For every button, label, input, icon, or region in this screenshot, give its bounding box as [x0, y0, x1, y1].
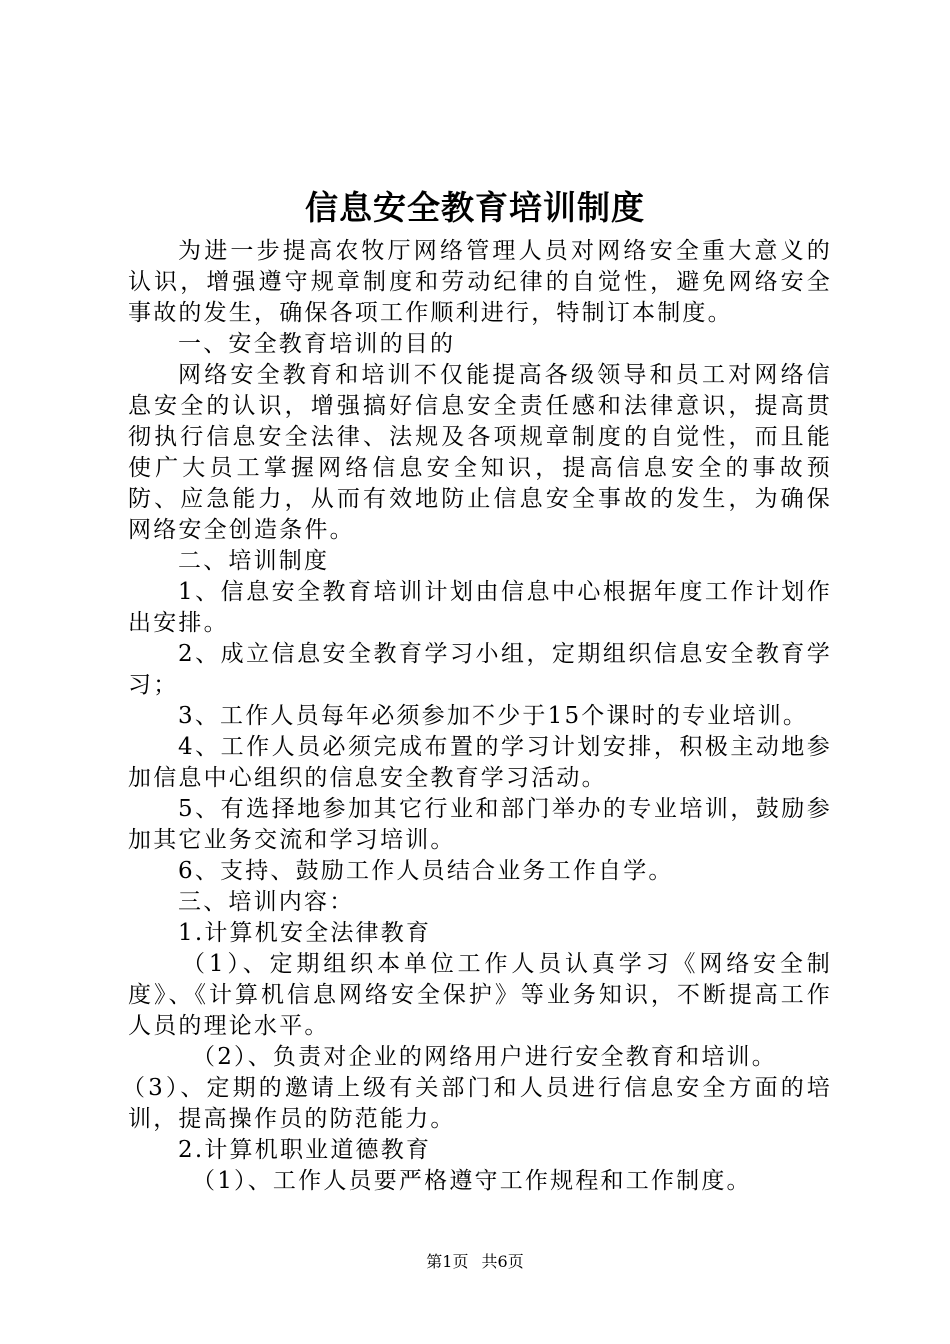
document-title: 信息安全教育培训制度 [305, 188, 645, 227]
page-number: 第1页 [426, 1252, 469, 1271]
purpose-paragraph: 网络安全教育和培训不仅能提高各级领导和员工对网络信息安全的认识，增强搞好信息安全责任感和法律意识，提高贯彻执行信息安全法律、法规及各项规章制度的自觉性，而且能使广大员工掌握网络信息安全知识，提高信息安全的事故预防、应急能力，从而有效地防止信息安全事故的发生，为确保网络安全创造条件。 [128, 362, 832, 543]
rule-item-6: 6、支持、鼓励工作人员结合业务工作自学。 [178, 858, 674, 884]
section-heading-content: 三、培训内容： [178, 889, 355, 915]
document-body [122, 236, 832, 1197]
content-item-law-3: （3）、定期的邀请上级有关部门和人员进行信息安全方面的培训，提高操作员的防范能力。 [122, 1075, 832, 1132]
subsection-heading-ethics: 2.计算机职业道德教育 [178, 1137, 432, 1163]
section-heading-system: 二、培训制度 [178, 548, 330, 574]
content-item-law-2: （2）、负责对企业的网络用户进行安全教育和培训。 [192, 1044, 777, 1070]
rule-item-2: 2、成立信息安全教育学习小组，定期组织信息安全教育学习； [128, 641, 832, 698]
subsection-heading-law: 1.计算机安全法律教育 [178, 920, 432, 946]
content-item-ethics-1: （1）、工作人员要严格遵守工作规程和工作制度。 [192, 1168, 752, 1194]
rule-item-3: 3、工作人员每年必须参加不少于15个课时的专业培训。 [178, 703, 809, 729]
section-heading-purpose: 一、安全教育培训的目的 [178, 331, 456, 357]
content-item-law-1: （1）、定期组织本单位工作人员认真学习《网络安全制度》、《计算机信息网络安全保护》等业务知识，不断提高工作人员的理论水平。 [128, 951, 832, 1039]
intro-paragraph: 为进一步提高农牧厅网络管理人员对网络安全重大意义的认识，增强遵守规章制度和劳动纪律的自觉性，避免网络安全事故的发生，确保各项工作顺利进行，特制订本制度。 [128, 238, 832, 326]
rule-item-5: 5、有选择地参加其它行业和部门举办的专业培训，鼓励参加其它业务交流和学习培训。 [128, 796, 832, 853]
rule-item-4: 4、工作人员必须完成布置的学习计划安排，积极主动地参加信息中心组织的信息安全教育学习活动。 [128, 734, 832, 791]
page-footer [0, 1252, 950, 1272]
rule-item-1: 1、信息安全教育培训计划由信息中心根据年度工作计划作出安排。 [128, 579, 832, 636]
page-total: 共6页 [481, 1252, 524, 1271]
